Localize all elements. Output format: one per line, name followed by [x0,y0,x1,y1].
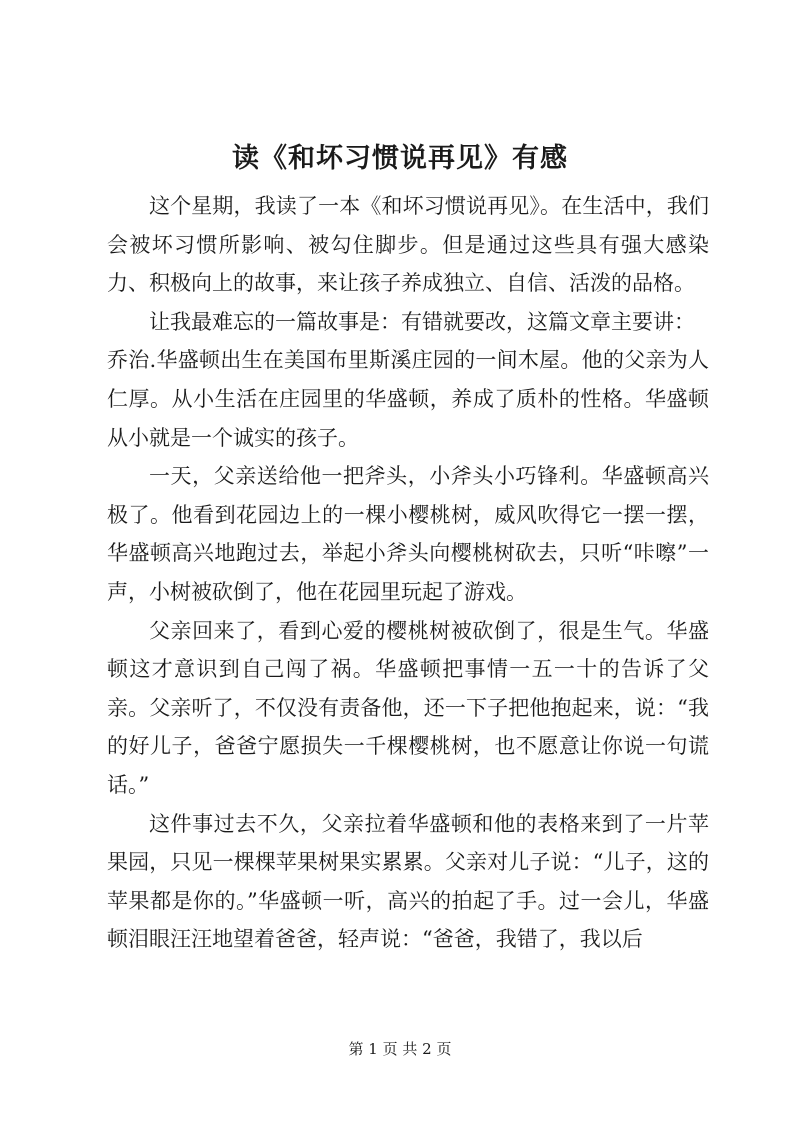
page-footer: 第 1 页 共 2 页 [348,1040,452,1058]
paragraph-story-intro: 让我最难忘的一篇故事是：有错就要改，这篇文章主要讲： [149,309,695,334]
paragraph-washington-background: 乔治.华盛顿出生在美国布里斯溪庄园的一间木屋。他的父亲为人仁厚。从小生活在庄园里的华盛顿，养成了质朴的性格。华盛顿从小就是一个诚实的孩子。 [107,348,709,450]
paragraph-apple-orchard: 这件事过去不久，父亲拉着华盛顿和他的表格来到了一片苹果园，只见一棵棵苹果树果实累累。父亲对儿子说：“儿子，这的苹果都是你的。”华盛顿一听，高兴的拍起了手。过一会儿，华盛顿泪眼汪汪地望着爸爸，轻声说：“爸爸，我错了，我以后 [107,811,709,952]
paragraph-axe: 一天，父亲送给他一把斧头，小斧头小巧锋利。华盛顿高兴极了。他看到花园边上的一棵小樱桃树，威风吹得它一摆一摆，华盛顿高兴地跑过去，举起小斧头向樱桃树砍去，只听“咔嚓”一声，小树被砍倒了，他在花园里玩起了游戏。 [107,464,709,604]
document-body [107,187,709,959]
document-title: 读《和坏习惯说再见》有感 [232,143,568,174]
paragraph-father-returns: 父亲回来了，看到心爱的樱桃树被砍倒了，很是生气。华盛顿这才意识到自己闯了祸。华盛顿把事情一五一十的告诉了父亲。父亲听了，不仅没有责备他，还一下子把他抱起来，说：“我的好儿子，爸爸宁愿损失一千棵樱桃树，也不愿意让你说一句谎话。” [107,618,709,797]
paragraph-intro: 这个星期，我读了一本《和坏习惯说再见》。在生活中，我们会被坏习惯所影响、被勾住脚步。但是通过这些具有强大感染力、积极向上的故事，来让孩子养成独立、自信、活泼的品格。 [107,194,709,296]
